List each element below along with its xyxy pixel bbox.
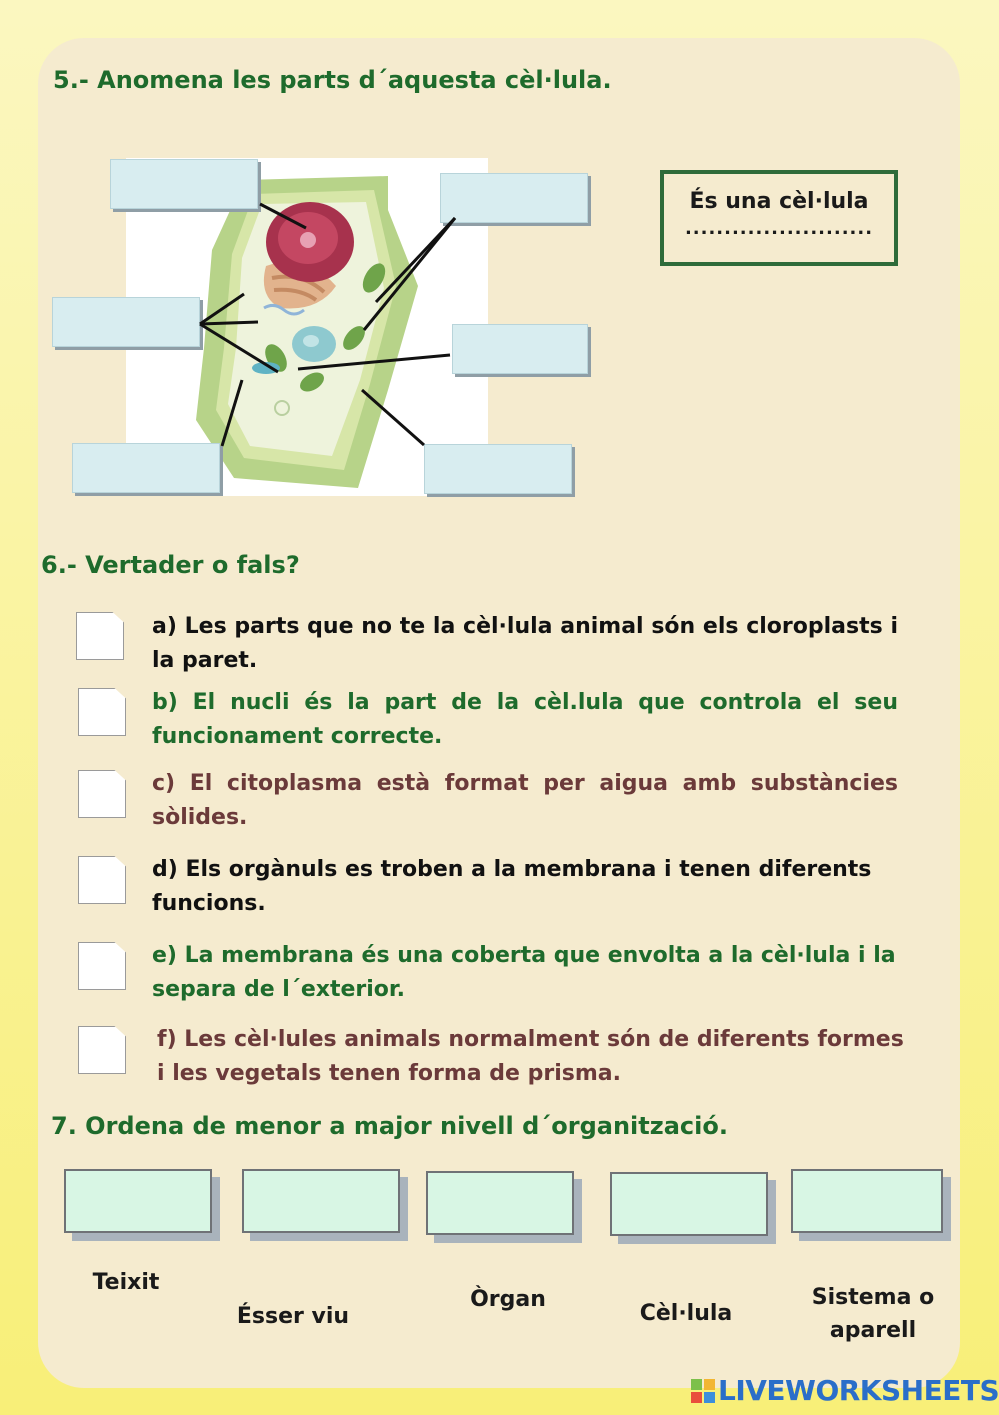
order-answer-box[interactable] <box>791 1169 943 1233</box>
liveworksheets-logo <box>690 1374 999 1407</box>
true-false-checkbox[interactable] <box>78 770 126 818</box>
statement-c: c) El citoplasma està format per aigua amb substàncies sòlides. <box>152 771 898 830</box>
order-answer-box[interactable] <box>426 1171 574 1235</box>
true-false-checkbox[interactable] <box>78 942 126 990</box>
word-cellula: Cèl·lula <box>639 1301 733 1326</box>
word-teixit: Teixit <box>92 1270 160 1295</box>
true-false-checkbox[interactable] <box>78 1026 126 1074</box>
true-false-checkbox[interactable] <box>76 612 124 660</box>
statement-d: d) Els orgànuls es troben a la membrana i tenen diferents funcions. <box>152 857 872 916</box>
order-answer-box[interactable] <box>610 1172 768 1236</box>
q6-title: 6.- Vertader o fals? <box>41 551 300 579</box>
pointer-lines <box>0 0 999 600</box>
cell-type-text: És una cèl·lula <box>689 189 869 214</box>
cell-type-blank: ........................ <box>684 218 874 239</box>
brand-name: LIVEWORKSHEETS <box>718 1374 999 1407</box>
word-sistema-o-aparell: Sistema o aparell <box>811 1285 935 1343</box>
statement-e: e) La membrana és una coberta que envolta a la cèl·lula i la separa de l´exterior. <box>152 943 896 1002</box>
statement-a: a) Les parts que no te la cèl·lula animal són els cloroplasts i la paret. <box>152 614 898 673</box>
order-answer-box[interactable] <box>64 1169 212 1233</box>
statement-b: b) El nucli és la part de la cèl.lula que controla el seu funcionament correcte. <box>152 690 898 749</box>
word-esser-viu: Ésser viu <box>236 1304 350 1329</box>
liveworksheets-icon <box>690 1378 716 1404</box>
q7-title: 7. Ordena de menor a major nivell d´organització. <box>51 1112 728 1140</box>
q5-title: 5.- Anomena les parts d´aquesta cèl·lula. <box>53 66 612 94</box>
true-false-checkbox[interactable] <box>78 688 126 736</box>
statement-f: f) Les cèl·lules animals normalment són de diferents formes i les vegetals tenen forma de prisma. <box>157 1027 904 1086</box>
order-answer-box[interactable] <box>242 1169 400 1233</box>
true-false-checkbox[interactable] <box>78 856 126 904</box>
cell-type-box[interactable] <box>660 170 898 266</box>
word-organ: Òrgan <box>470 1287 546 1312</box>
